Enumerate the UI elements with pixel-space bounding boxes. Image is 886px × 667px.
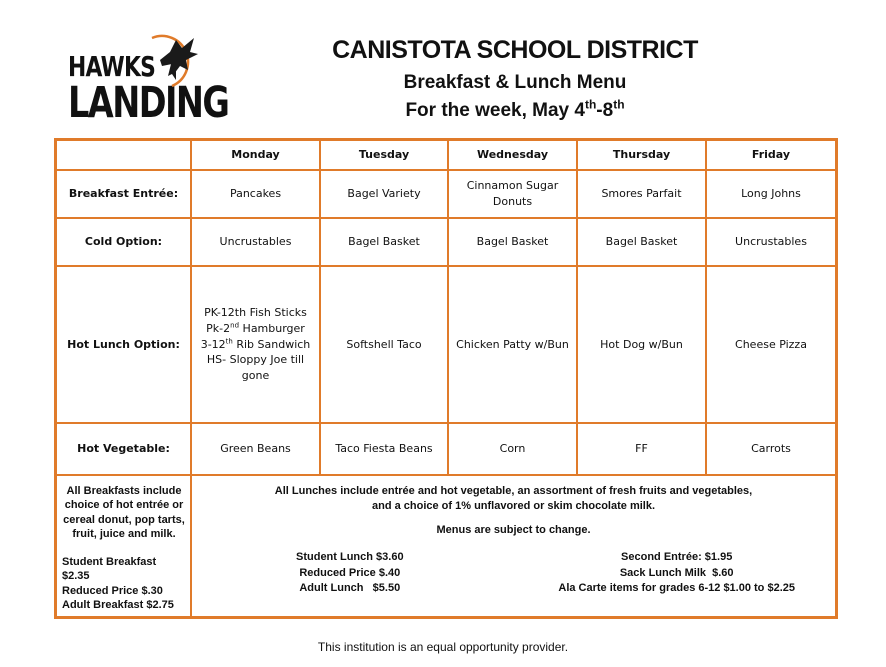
hot-lunch-wednesday: Chicken Patty w/Bun — [448, 266, 577, 423]
footer-row — [56, 475, 836, 617]
hot-lunch-monday — [191, 266, 320, 423]
hot-lunch-row — [56, 266, 836, 423]
menu-table — [54, 138, 838, 619]
district-title: CANISTOTA SCHOOL DISTRICT — [332, 36, 698, 64]
adult-breakfast-price: Adult Breakfast $2.75 — [62, 599, 174, 612]
cold-friday: Uncrustables — [706, 218, 836, 266]
vegetable-label: Hot Vegetable: — [56, 423, 191, 475]
breakfast-prices — [62, 555, 186, 612]
day-tuesday: Tuesday — [320, 140, 448, 170]
breakfast-row — [56, 170, 836, 218]
lunch-prices — [296, 550, 404, 596]
week-title: For the week, May 4th-8th — [405, 97, 625, 121]
day-friday: Friday — [706, 140, 836, 170]
ala-carte-price: Ala Carte items for grades 6-12 $1.00 to $2.25 — [558, 581, 795, 594]
logo-line-hawks: HAWKS — [68, 50, 156, 83]
lunch-note-line2: and a choice of 1% unflavored or skim chocolate milk. — [371, 500, 656, 513]
hawks-landing-logo — [62, 30, 229, 130]
reduced-breakfast-price: Reduced Price $.30 — [62, 584, 163, 597]
lunch-price-columns — [196, 550, 831, 596]
day-wednesday: Wednesday — [448, 140, 577, 170]
logo-line-landing: LANDING — [68, 78, 229, 128]
hot-lunch-tuesday: Softshell Taco — [320, 266, 448, 423]
adult-lunch-price: Adult Lunch $5.50 — [299, 581, 401, 594]
second-entree-price: Second Entrée: $1.95 — [621, 551, 733, 564]
hot-lunch-thursday: Hot Dog w/Bun — [577, 266, 706, 423]
breakfast-friday: Long Johns — [706, 170, 836, 218]
vegetable-thursday: FF — [577, 423, 706, 475]
lunch-note-line1: All Lunches include entrée and hot vegetable, an assortment of fresh fruits and vegetables, — [274, 485, 753, 497]
corner-cell — [56, 140, 191, 170]
hot-lunch-monday-line2: Pk-2nd Hamburger — [206, 320, 305, 335]
vegetable-monday: Green Beans — [191, 423, 320, 475]
cold-thursday: Bagel Basket — [577, 218, 706, 266]
cold-wednesday: Bagel Basket — [448, 218, 577, 266]
breakfast-thursday: Smores Parfait — [577, 170, 706, 218]
sack-lunch-milk-price: Sack Lunch Milk $.60 — [619, 566, 734, 579]
cold-option-label: Cold Option: — [56, 218, 191, 266]
extra-prices — [558, 550, 795, 596]
lunch-info-cell — [191, 475, 836, 617]
vegetable-tuesday: Taco Fiesta Beans — [320, 423, 448, 475]
vegetable-friday: Carrots — [706, 423, 836, 475]
menu-title: Breakfast & Lunch Menu — [403, 72, 627, 93]
vegetable-row — [56, 423, 836, 475]
student-breakfast-price: Student Breakfast $2.35 — [62, 556, 157, 583]
hot-lunch-friday: Cheese Pizza — [706, 266, 836, 423]
breakfast-note: All Breakfasts include choice of hot entrée or cereal donut, pop tarts, fruit, juice and milk. — [63, 485, 185, 540]
breakfast-info-cell — [56, 475, 191, 617]
cold-monday: Uncrustables — [191, 218, 320, 266]
day-thursday: Thursday — [577, 140, 706, 170]
breakfast-wednesday: Cinnamon Sugar Donuts — [448, 170, 577, 218]
hot-lunch-monday-line1: PK-12th Fish Sticks — [204, 305, 307, 319]
hawk-icon — [142, 30, 204, 90]
breakfast-tuesday: Bagel Variety — [320, 170, 448, 218]
hot-lunch-monday-line3: 3-12th Rib Sandwich — [200, 336, 311, 351]
change-note: Menus are subject to change. — [436, 523, 591, 536]
reduced-lunch-price: Reduced Price $.40 — [299, 566, 401, 579]
day-header-row — [56, 140, 836, 170]
breakfast-label: Breakfast Entrée: — [56, 170, 191, 218]
vegetable-wednesday: Corn — [448, 423, 577, 475]
hot-lunch-label: Hot Lunch Option: — [56, 266, 191, 423]
breakfast-monday: Pancakes — [191, 170, 320, 218]
cold-tuesday: Bagel Basket — [320, 218, 448, 266]
student-lunch-price: Student Lunch $3.60 — [296, 551, 404, 564]
hot-lunch-monday-line4: HS- Sloppy Joe till gone — [206, 353, 305, 383]
equal-opportunity-statement: This institution is an equal opportunity provider. — [317, 640, 569, 654]
cold-option-row — [56, 218, 836, 266]
day-monday: Monday — [191, 140, 320, 170]
